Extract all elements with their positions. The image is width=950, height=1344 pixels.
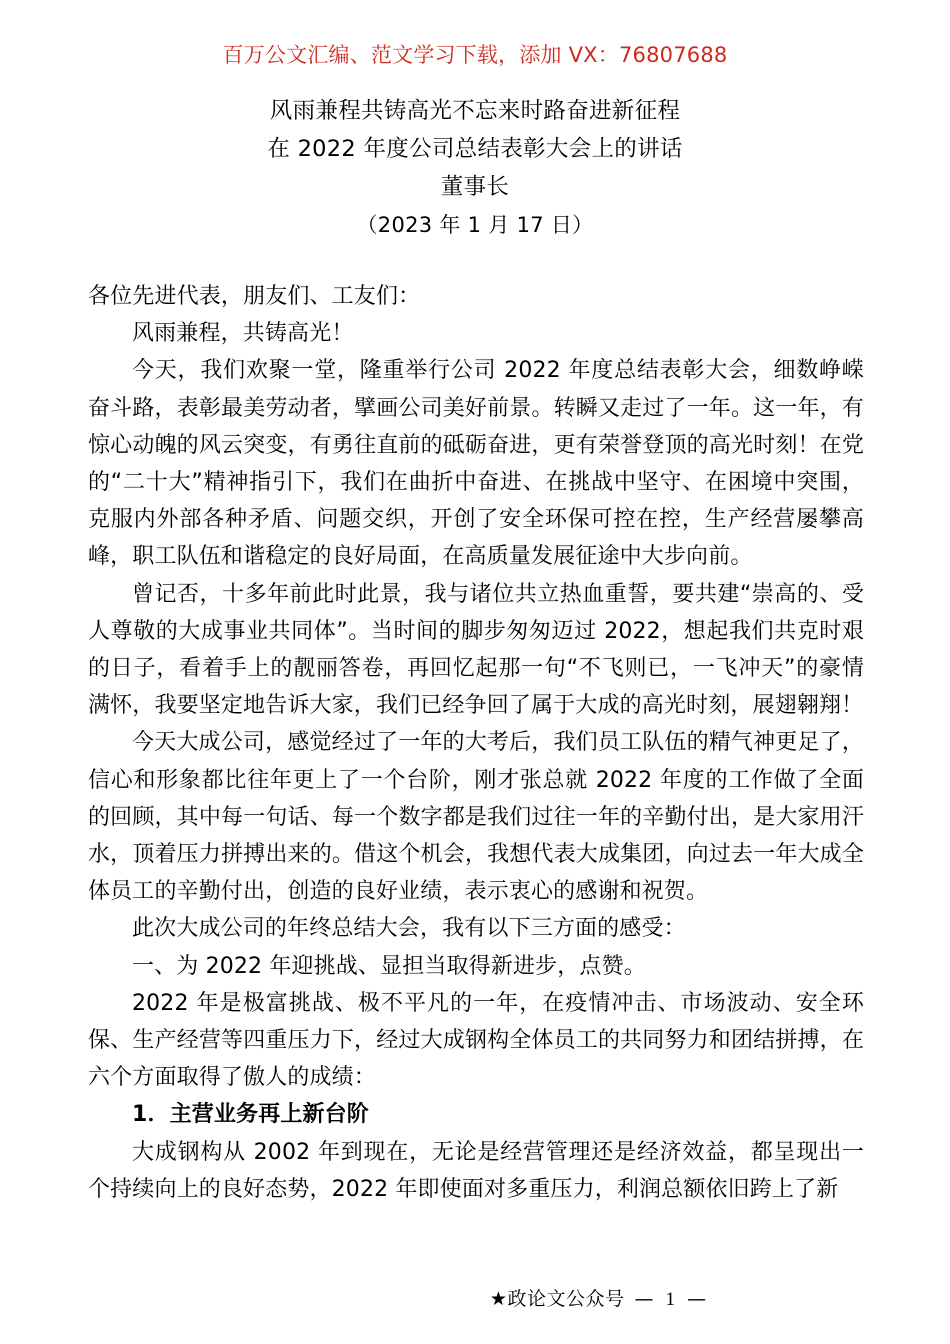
paragraph-para-oath: 曾记否，十多年前此时此景，我与诸位共立热血重誓，要共建“崇高的、受人尊敬的大成事业共同体”。当时间的脚步匆匆迈过 2022，想起我们共克时艰的日子，看着手上的靓丽答卷，再回忆起那一句“不飞则已，一飞冲天”的豪情满怀，我要坚定地告诉大家，我们已经争回了属于大成的高光时刻，展翅翱翔！: [88, 581, 864, 719]
footer-inner: [240, 1286, 710, 1313]
footer-watermark: ★政论文公众号: [489, 1288, 625, 1310]
footer-page-number: 1: [665, 1289, 676, 1310]
document-title-line-1: 风雨兼程共铸高光不忘来时路奋进新征程: [269, 98, 681, 124]
page-footer: [0, 1286, 950, 1313]
paragraph-slogan: 风雨兼程，共铸高光！: [132, 321, 354, 347]
title-block: [88, 92, 862, 244]
document-title-line-2: 在 2022 年度公司总结表彰大会上的讲话: [267, 136, 683, 162]
paragraph-para-2022-challenge: 2022 年是极富挑战、极不平凡的一年，在疫情冲击、市场波动、安全环保、生产经营等四重压力下，经过大成钢构全体员工的共同努力和团结拼搏，在六个方面取得了傲人的成绩：: [88, 990, 864, 1091]
paragraph-para-opening: 今天，我们欢聚一堂，隆重举行公司 2022 年度总结表彰大会，细数峥嵘奋斗路，表彰最美劳动者，擘画公司美好前景。转瞬又走过了一年。这一年，有惊心动魄的风云突变，有勇往直前的砥砺奋进，更有荣誉登顶的高光时刻！在党的“二十大”精神指引下，我们在曲折中奋进、在挑战中坚守、在困境中突围，克服内外部各种矛盾、问题交织，开创了安全环保可控在控，生产经营屡攀高峰，职工队伍和谐稳定的良好局面，在高质量发展征途中大步向前。: [88, 358, 864, 570]
paragraph-para-three-feelings: 此次大成公司的年终总结大会，我有以下三方面的感受：: [132, 916, 686, 942]
promo-banner-text: 百万公文汇编、范文学习下载，添加 VX：76807688: [222, 43, 728, 67]
footer-dash-right-icon: —: [687, 1288, 707, 1310]
paragraph-salutation: 各位先进代表，朋友们、工友们：: [88, 284, 421, 309]
document-date: （2023 年 1 月 17 日）: [356, 213, 594, 237]
footer-dash-left-icon: —: [634, 1288, 654, 1310]
paragraph-para-spirit: 今天大成公司，感觉经过了一年的大考后，我们员工队伍的精气神更足了，信心和形象都比往年更上了一个台阶，刚才张总就 2022 年度的工作做了全面的回顾，其中每一句话、每一个数字都是我们过往一年的辛勤付出，是大家用汗水，顶着压力拼搏出来的。借这个机会，我想代表大成集团，向过去一年大成全体员工的辛勤付出，创造的良好业绩，表示衷心的感谢和祝贺。: [88, 730, 864, 905]
paragraph-section-one: 一、为 2022 年迎挑战、显担当取得新进步，点赞。: [132, 953, 646, 979]
document-body: [88, 278, 864, 1208]
paragraph-para-main-business: 大成钢构从 2002 年到现在，无论是经营管理还是经济效益，都呈现出一个持续向上的良好态势，2022 年即使面对多重压力，利润总额依旧跨上了新: [88, 1139, 864, 1202]
document-byline: 董事长: [440, 174, 510, 200]
paragraph-subheading-1: 1．主营业务再上新台阶: [132, 1102, 369, 1128]
